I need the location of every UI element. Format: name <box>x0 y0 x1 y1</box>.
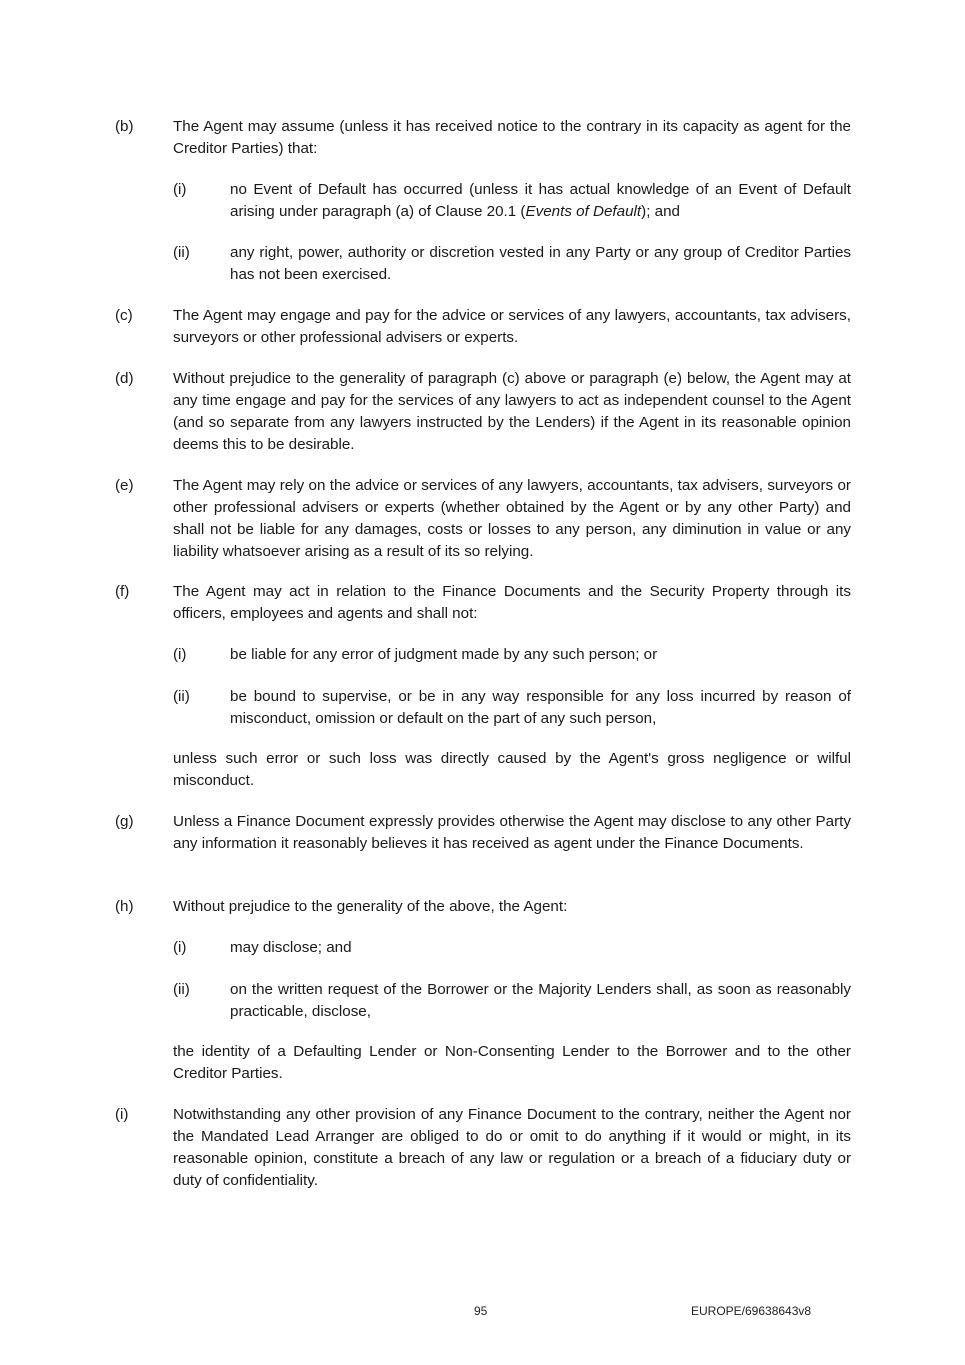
para-h-i-label: (i) <box>173 939 187 956</box>
para-f-i-text: be liable for any error of judgment made by any such person; or <box>230 646 658 663</box>
para-f-ii-text: be bound to supervise, or be in any way responsible for any loss incurred by reason of misconduct, omission or default on the part of any such person, <box>230 688 851 727</box>
para-f-label: (f) <box>115 583 130 600</box>
para-i-label: (i) <box>115 1106 129 1123</box>
para-b-text: The Agent may assume (unless it has received notice to the contrary in its capacity as agent for the Creditor Parties) that: <box>173 118 851 157</box>
para-b-ii-label: (ii) <box>173 244 190 261</box>
para-b-i-text-italic: Events of Default <box>525 203 642 220</box>
para-h-continuation: the identity of a Defaulting Lender or Non-Consenting Lender to the Borrower and to the other Creditor Parties. <box>173 1043 851 1082</box>
para-d-text: Without prejudice to the generality of paragraph (c) above or paragraph (e) below, the Agent may at any time engage and pay for the services of any lawyers to act as independent counsel to the Agent (and so separate from any lawyers instructed by the Lenders) if the Agent in its reasonable opinion deems this to be desirable. <box>173 370 851 453</box>
page-number: 95 <box>474 1304 488 1318</box>
para-c-label: (c) <box>115 307 133 324</box>
para-g-text: Unless a Finance Document expressly provides otherwise the Agent may disclose to any other Party any information it reasonably believes it has received as agent under the Finance Documents. <box>173 813 851 852</box>
para-h-ii-text: on the written request of the Borrower or the Majority Lenders shall, as soon as reasonably practicable, disclose, <box>230 981 851 1020</box>
document-reference: EUROPE/69638643v8 <box>691 1304 812 1318</box>
para-h-i-text: may disclose; and <box>230 939 352 956</box>
para-g-label: (g) <box>115 813 134 830</box>
para-f-ii-label: (ii) <box>173 688 190 705</box>
para-f-continuation: unless such error or such loss was directly caused by the Agent's gross negligence or wilful misconduct. <box>173 750 851 789</box>
para-h-label: (h) <box>115 898 134 915</box>
para-b-i-label: (i) <box>173 181 187 198</box>
para-b-i-text <box>230 179 851 223</box>
para-h-text: Without prejudice to the generality of the above, the Agent: <box>173 898 568 915</box>
para-e-label: (e) <box>115 477 134 494</box>
para-h-ii-label: (ii) <box>173 981 190 998</box>
para-b-ii-text: any right, power, authority or discretion vested in any Party or any group of Creditor Parties has not been exercised. <box>230 244 851 283</box>
para-b-i-text-after: ); and <box>641 203 680 220</box>
para-i-text: Notwithstanding any other provision of any Finance Document to the contrary, neither the Agent nor the Mandated Lead Arranger are obliged to do or omit to do anything if it would or might, in its reasonable opinion, constitute a breach of any law or regulation or a breach of a fiduciary duty or duty of confidentiality. <box>173 1106 851 1189</box>
para-e-text: The Agent may rely on the advice or services of any lawyers, accountants, tax advisers, surveyors or other professional advisers or experts (whether obtained by the Agent or by any other Party) and shall not be liable for any damages, costs or losses to any person, any diminution in value or any liability whatsoever arising as a result of its so relying. <box>173 477 851 560</box>
para-b-i-text-before: no Event of Default has occurred (unless it has actual knowledge of an Event of Default arising under paragraph (a) of Clause 20.1 ( <box>230 181 851 220</box>
para-f-text: The Agent may act in relation to the Finance Documents and the Security Property through its officers, employees and agents and shall not: <box>173 583 851 622</box>
para-b-label: (b) <box>115 118 134 135</box>
para-c-text: The Agent may engage and pay for the advice or services of any lawyers, accountants, tax advisers, surveyors or other professional advisers or experts. <box>173 307 851 346</box>
para-d-label: (d) <box>115 370 134 387</box>
para-f-i-label: (i) <box>173 646 187 663</box>
